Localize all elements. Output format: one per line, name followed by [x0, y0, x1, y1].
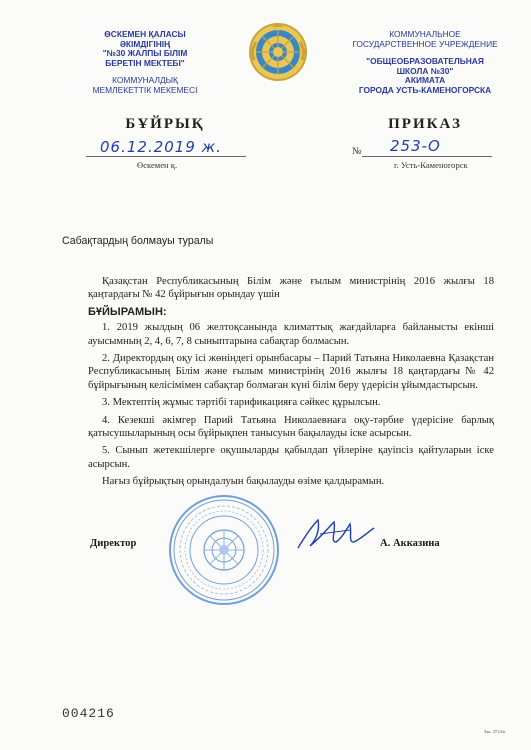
header-left-subline: МЕМЛЕКЕТТІК МЕКЕМЕСІ [92, 84, 198, 95]
body-paragraph: 5. Сынып жетекшілерге оқушыларды қабылдап үйлеріне қауіпсіз қайтуларын іске асырсын. [88, 445, 494, 470]
order-body [88, 275, 494, 493]
header-left-line: БЕРЕТІН МЕКТЕБІ" [105, 57, 185, 68]
header-left-line: "№30 ЖАЛПЫ БІЛІМ [102, 48, 188, 59]
header-right-subline: ШКОЛА №30" [396, 65, 454, 76]
city-kazakh: Өскемен қ. [137, 160, 178, 170]
header-left-org [60, 30, 230, 96]
header-right-line: КОММУНАЛЬНОЕ [389, 29, 461, 39]
header-left-line: ӘКІМДІГІНІҢ [119, 38, 171, 49]
body-paragraph: 4. Кезекші әкімгер Парий Татьяна Николаевнаға оқу-тәрбие үдерісіне барлық қатысушыларының осы бұйрықпен танысуын бақылауды іске асырсын. [88, 414, 494, 440]
document-number: 004216 [62, 706, 115, 721]
signature-icon [290, 508, 380, 558]
city-russian: г. Усть-Каменогорск [394, 160, 468, 170]
signature-role: Директор [90, 538, 137, 549]
header-right-subline: ГОРОДА УСТЬ-КАМЕНОГОРСКА [358, 84, 492, 95]
printer-mark: Зак. 4714/н [484, 729, 506, 734]
body-paragraph: 3. Мектептің жұмыс тәртібі тарификацияға сәйкес құрылсын. [102, 397, 381, 409]
signature-name: А. Акказина [380, 538, 440, 549]
order-subject: Сабақтардың болмауы туралы [62, 235, 214, 247]
handwritten-number: 253-О [390, 137, 441, 155]
header-left-subline: КОММУНАЛДЫҚ [112, 75, 178, 86]
body-paragraph: 2. Директордың оқу ісі жөніндегі орынбасары – Парий Татьяна Николаевна Қазақстан Республикасының Білім және ғылым министрінің 2016 жылғы 18 қаңтардағы № 42 бұйрығының келісімімен сабақтар болмаған күні білім беру үдерісін ұйымдастырсын. [88, 353, 494, 391]
header-right-subline: "ОБЩЕОБРАЗОВАТЕЛЬНАЯ [366, 56, 484, 67]
header-left-line: ӨСКЕМЕН ҚАЛАСЫ [104, 29, 186, 39]
header-right-subline: АКИМАТА [404, 75, 446, 86]
body-paragraph: 1. 2019 жылдың 06 желтоқсанында климаттық жағдайларға байланысты екінші ауысымның 2, 4, 6, 7, 8 сыныптарына сабақтар болмасын. [88, 322, 494, 347]
date-rule [86, 156, 246, 157]
state-emblem-icon [248, 22, 308, 82]
header-right-line: ГОСУДАРСТВЕННОЕ УЧРЕЖДЕНИЕ [352, 38, 498, 49]
header-right-org [330, 30, 520, 96]
number-rule [362, 156, 492, 157]
handwritten-date: 06.12.2019 ж. [100, 138, 222, 156]
title-russian: ПРИКАЗ [388, 116, 462, 132]
body-paragraph: Қазақстан Республикасының Білім және ғылым министрінің 2016 жылғы 18 қаңтардағы № 42 бұйрығын орындау үшін [88, 276, 494, 301]
body-paragraph: Нағыз бұйрықтың орындалуын бақылауды өзіме қалдырамын. [102, 476, 385, 488]
number-prefix: № [352, 146, 362, 157]
body-heading: БҰЙЫРАМЫН: [88, 305, 167, 318]
title-kazakh: БҰЙРЫҚ [125, 116, 205, 132]
official-seal-icon [168, 494, 280, 606]
